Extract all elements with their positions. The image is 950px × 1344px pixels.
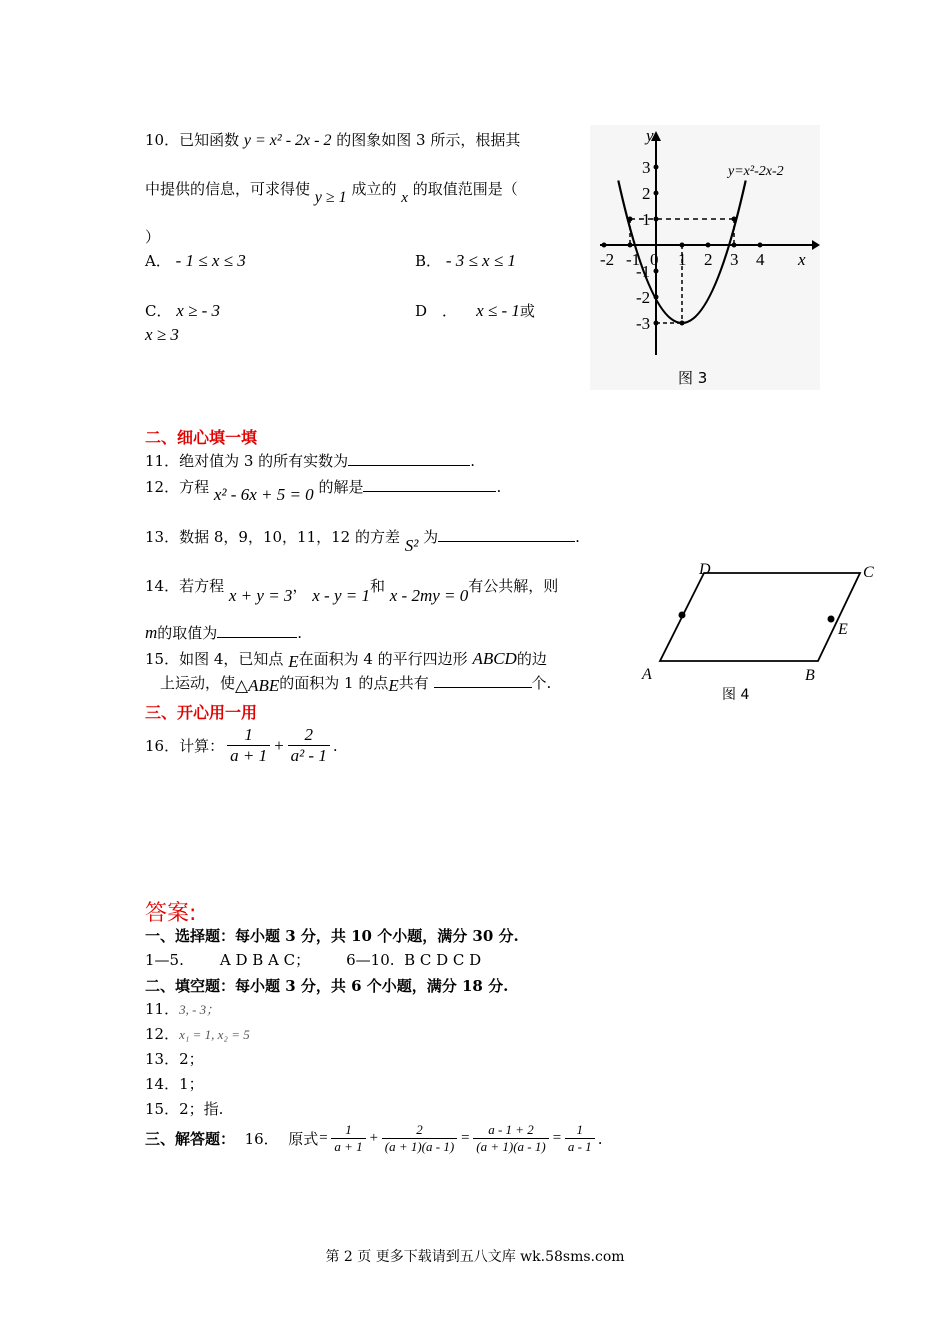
q16-fraction-2: $\frac{2}{\text{a² - 1}}$ bbox=[288, 725, 330, 766]
q15-answer-blank[interactable] bbox=[434, 673, 532, 688]
label-b: B bbox=[805, 667, 815, 684]
section-3-title: 三、开心用一用 bbox=[145, 703, 258, 722]
xtick-4: 4 bbox=[756, 250, 765, 269]
section-2-title: 二、细心填一填 bbox=[145, 428, 258, 447]
q14-line1: 14．若方程 x + y = 3， x - y = 1和 x - 2my = 0有公共解，则 bbox=[145, 577, 559, 605]
y-axis-label: y bbox=[646, 126, 654, 145]
point-x-neg2 bbox=[602, 243, 607, 248]
q11-answer-blank[interactable] bbox=[348, 451, 470, 466]
answer-16-fraction-1: $\frac{1}{a + 1}$ bbox=[331, 1122, 365, 1155]
point-y-neg1 bbox=[654, 269, 659, 274]
q10-close: ） bbox=[145, 228, 161, 246]
answer-12: 12．x₁ = 1, x₂ = 5 bbox=[145, 1025, 250, 1043]
point-curve-3 bbox=[732, 217, 737, 222]
point-e bbox=[828, 616, 835, 623]
q12: 12．方程 x² - 6x + 5 = 0 的解是 . bbox=[145, 478, 502, 504]
label-d: D bbox=[699, 561, 711, 578]
point-y-3 bbox=[654, 165, 659, 170]
q13: 13．数据 8，9，10，11，12 的方差 S² 为 . bbox=[145, 528, 580, 555]
q15-line1: 15．如图 4，已知点 E在面积为 4 的平行四边形 ABCD的边 bbox=[145, 649, 547, 671]
ytick-neg3: -3 bbox=[636, 314, 651, 333]
answer-16-fraction-3: $\frac{a - 1 + 2}{(a + 1)(a - 1)}$ bbox=[473, 1122, 548, 1155]
label-c: C bbox=[863, 564, 874, 581]
answer-16-fraction-4: $\frac{1}{a - 1}$ bbox=[565, 1122, 595, 1155]
q15-line2: 上运动，使△ABE的面积为 1 的点E共有 个. bbox=[160, 674, 552, 695]
q10-option-c: C． x ≥ - 3 bbox=[145, 301, 221, 320]
q10-option-b: B． - 3 ≤ x ≤ 1 bbox=[415, 251, 516, 270]
xtick-0: 0 bbox=[650, 250, 659, 269]
figure-3-caption: 图 3 bbox=[678, 369, 708, 387]
curve-label: y=x²-2x-2 bbox=[728, 164, 784, 179]
answers-choice-row: 1—5. A D B A C； 6—10. B C D C D bbox=[145, 951, 482, 969]
figure-3-graph bbox=[590, 125, 820, 390]
q16: 16． 计算： $\frac{1}{a + 1}$ + $\frac{2}{\text{a² - 1}}$ . bbox=[145, 725, 338, 765]
point-curve-neg1 bbox=[628, 217, 633, 222]
point-x-2 bbox=[706, 243, 711, 248]
q10-option-a: A． - 1 ≤ x ≤ 3 bbox=[145, 251, 246, 270]
answers-section-1: 一、选择题：每小题 3 分，共 10 个小题，满分 30 分. bbox=[145, 927, 519, 945]
ytick-neg2: -2 bbox=[636, 288, 651, 307]
answer-15: 15．2；指. bbox=[145, 1100, 224, 1118]
answer-13: 13．2； bbox=[145, 1050, 204, 1068]
q16-fraction-1: $\frac{1}{a + 1}$ bbox=[227, 725, 270, 766]
q12-answer-blank[interactable] bbox=[363, 477, 496, 492]
answer-14: 14．1； bbox=[145, 1075, 204, 1093]
answers-section-2: 二、填空题：每小题 3 分，共 6 个小题，满分 18 分. bbox=[145, 977, 509, 995]
q14-answer-blank[interactable] bbox=[217, 623, 297, 638]
answer-11: 11．3, - 3； bbox=[145, 1000, 220, 1018]
answers-title: 答案: bbox=[145, 901, 197, 926]
figure-4-parallelogram bbox=[632, 558, 882, 708]
point-x-1 bbox=[680, 243, 685, 248]
page-footer: 第 2 页 更多下载请到五八文库 wk.58sms.com bbox=[325, 1249, 625, 1265]
xtick-2: 2 bbox=[704, 250, 713, 269]
label-a: A bbox=[642, 666, 652, 683]
ytick-2: 2 bbox=[642, 184, 651, 203]
point-y-neg2 bbox=[654, 295, 659, 300]
q10-line2: 中提供的信息，可求得使 y ≥ 1 成立的 x 的取值范围是（ bbox=[145, 180, 518, 206]
figure-4-caption: 图 4 bbox=[722, 687, 750, 703]
x-axis-label: x bbox=[798, 250, 806, 269]
label-e: E bbox=[838, 621, 848, 638]
ytick-3: 3 bbox=[642, 158, 651, 177]
xtick-3: 3 bbox=[730, 250, 739, 269]
point-vertex bbox=[680, 321, 685, 326]
q10-option-d-cont: x ≥ 3 bbox=[145, 325, 179, 344]
point-x-neg1 bbox=[628, 243, 633, 248]
q11: 11．绝对值为 3 的所有实数为 . bbox=[145, 452, 475, 470]
point-y-1 bbox=[654, 217, 659, 222]
ytick-1: 1 bbox=[642, 210, 651, 229]
xtick-neg2: -2 bbox=[600, 250, 615, 269]
q14-line2: m的取值为 . bbox=[145, 623, 303, 642]
q13-answer-blank[interactable] bbox=[438, 527, 575, 542]
point-x-4 bbox=[758, 243, 763, 248]
answer-16: 三、解答题： 16． 原式 = $\frac{1}{a + 1}$ + $\frac{2}{(a + 1)(a - 1)}$ = $\frac{a - 1 + 2}{(a + 1)(a - 1)}$ = $\frac{1}{a - 1}$ . bbox=[145, 1122, 603, 1154]
xtick-neg1: -1 bbox=[626, 250, 641, 269]
ytick-neg1: -1 bbox=[636, 262, 651, 281]
q10-option-d: D ． x ≤ - 1或 bbox=[415, 301, 535, 320]
answer-16-fraction-2: $\frac{2}{(a + 1)(a - 1)}$ bbox=[382, 1122, 457, 1155]
point-y-neg3 bbox=[654, 321, 659, 326]
xtick-1: 1 bbox=[678, 250, 687, 269]
point-on-ad bbox=[679, 612, 686, 619]
point-y-2 bbox=[654, 191, 659, 196]
point-x-3 bbox=[732, 243, 737, 248]
q10-line1: 10．已知函数 y = x² - 2x - 2 的图象如图 3 所示，根据其 bbox=[145, 131, 521, 149]
